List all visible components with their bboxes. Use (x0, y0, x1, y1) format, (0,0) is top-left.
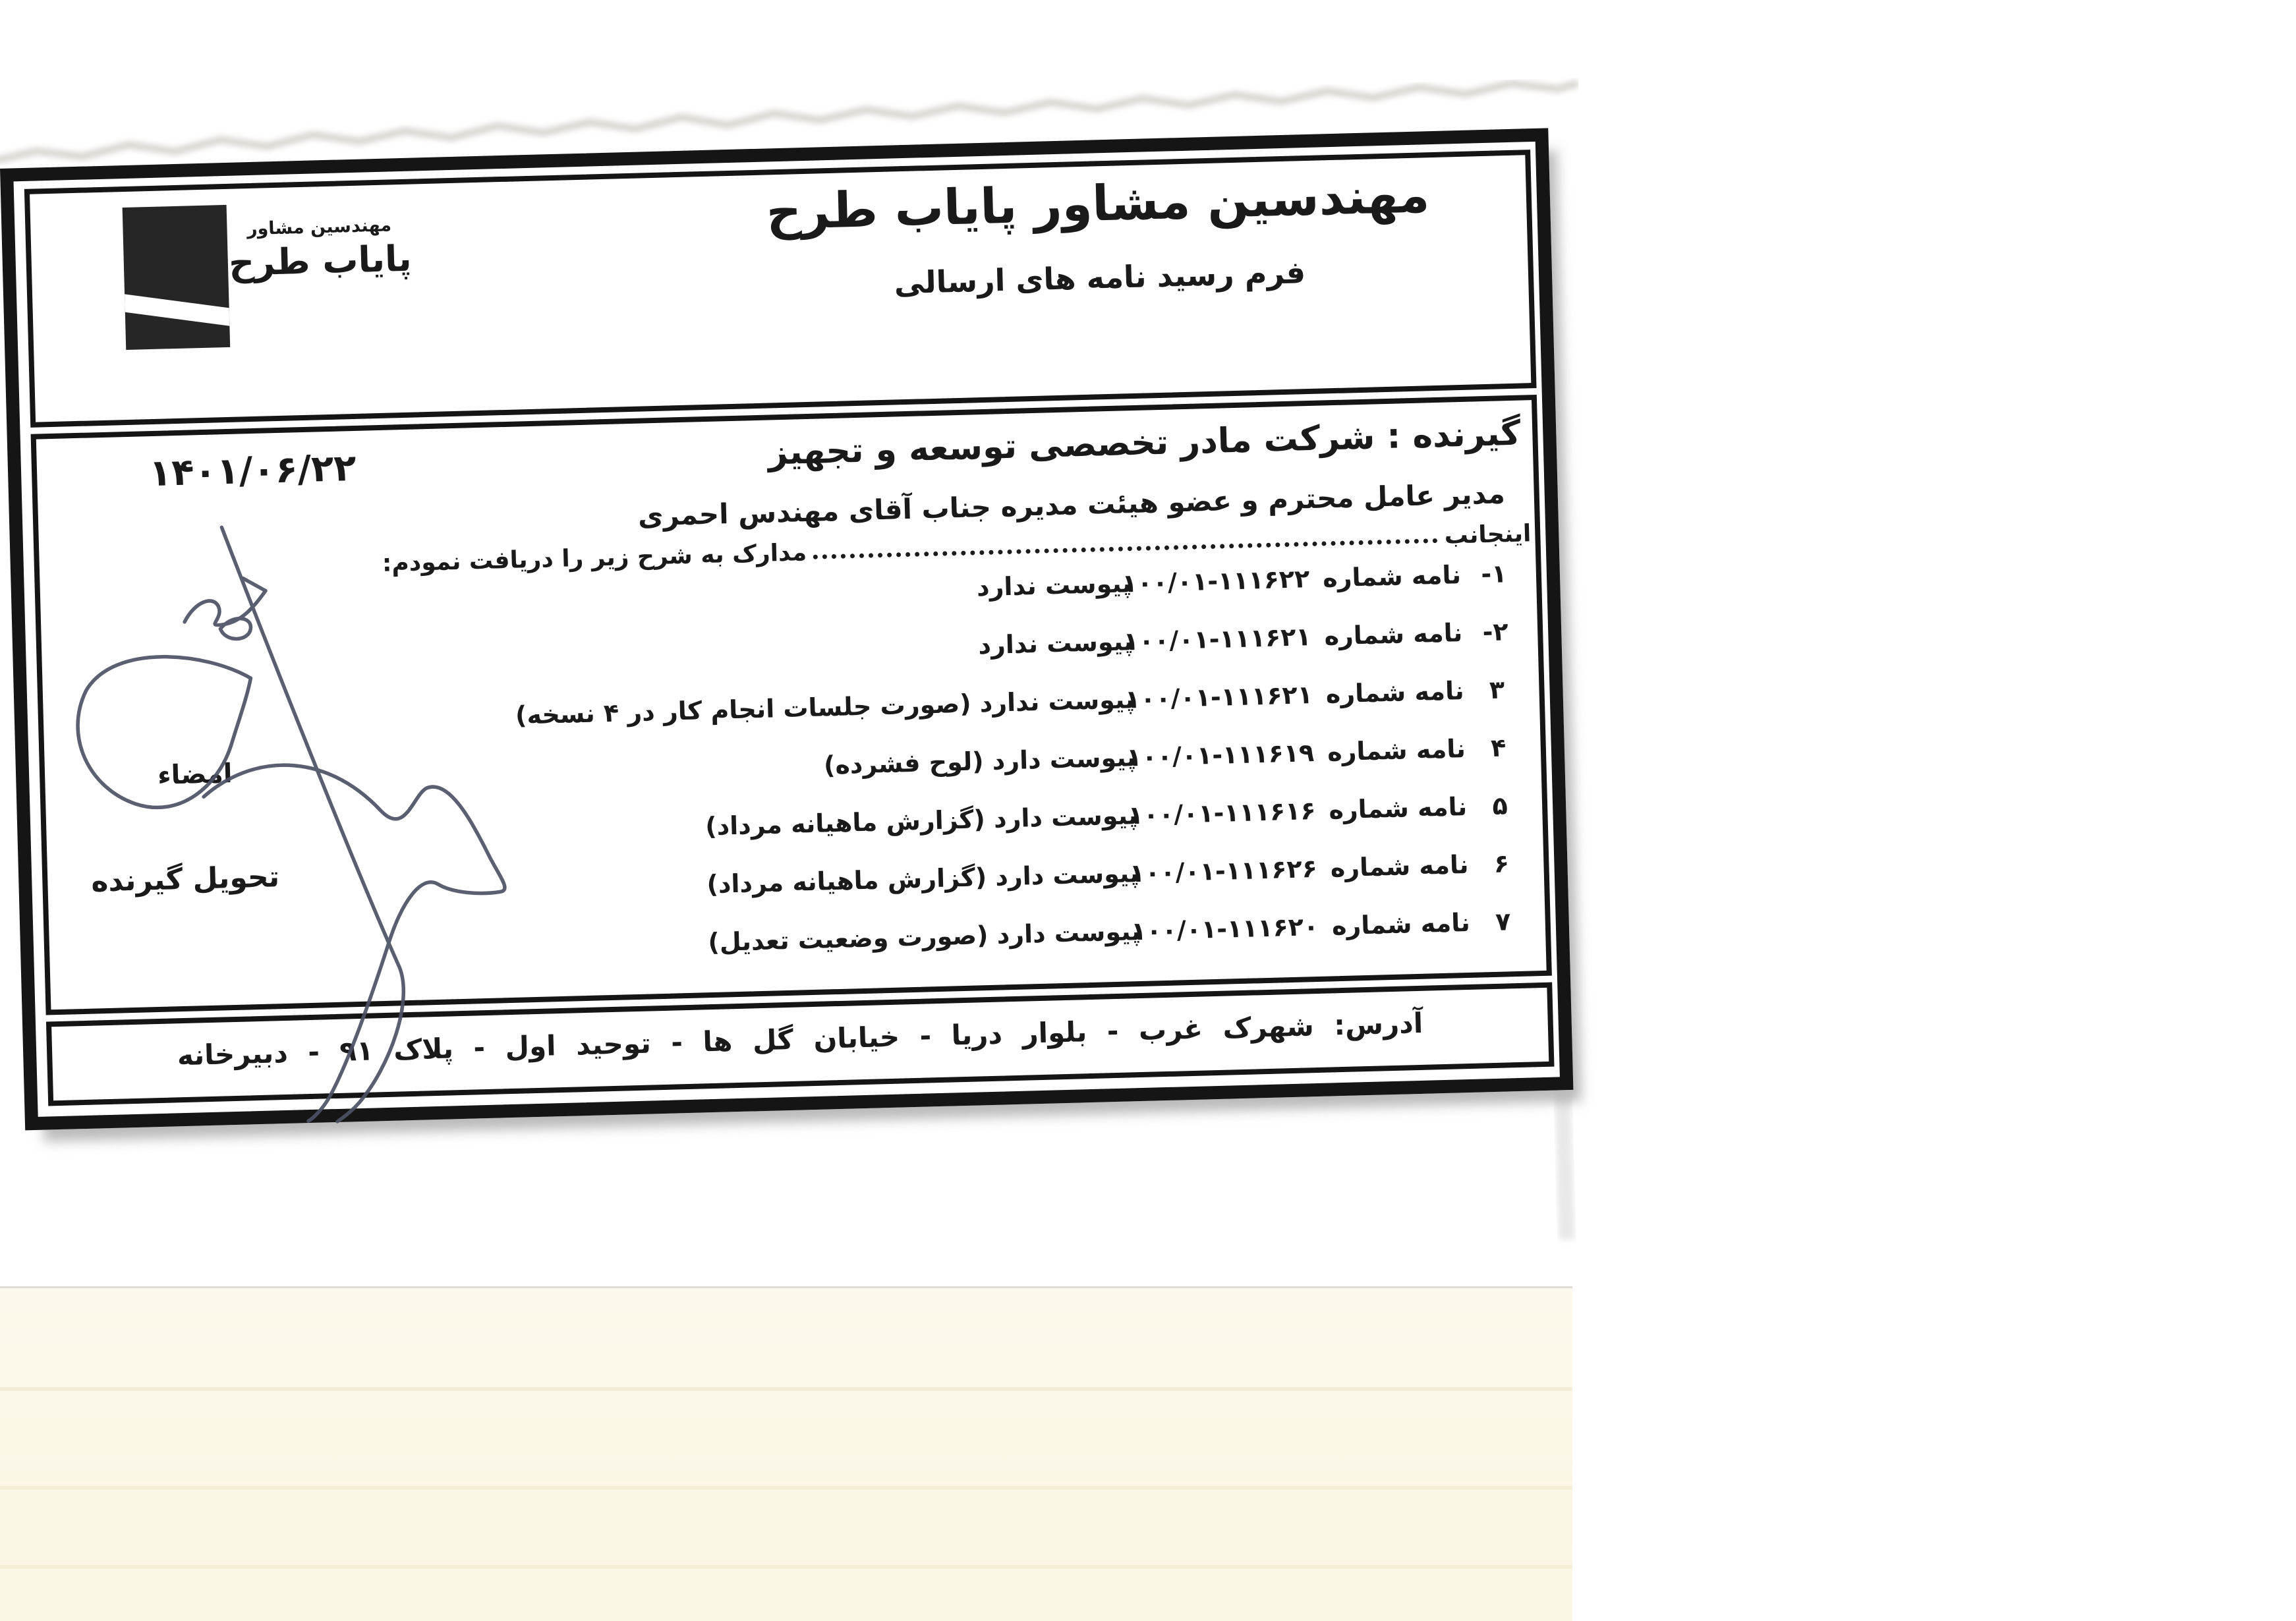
attachment-status: پیوست ندارد (977, 627, 1134, 660)
item-number: ۶ (1493, 849, 1510, 878)
intro-start-text: اینجانب (1444, 520, 1532, 550)
body-box (31, 395, 1552, 1015)
recipient-line: گیرنده : شرکت مادر تخصصی توسعه و تجهیز (767, 413, 1522, 473)
letter-ref (1121, 560, 1462, 598)
scan-streak (0, 1387, 1572, 1391)
attachment-status: پیوست دارد (لوح فشرده) (823, 743, 1137, 780)
scanner-smudge (1555, 1095, 1575, 1240)
letter-label-text: نامه شماره (1331, 907, 1471, 941)
company-logo-mark (123, 205, 231, 350)
attachment-status: پیوست دارد (صورت وضعیت تعدیل) (707, 916, 1141, 957)
item-number: ۱- (1480, 559, 1507, 589)
under-sheet-paper (0, 1286, 1572, 1621)
document-subtitle: فرم رسید نامه های ارسالی (894, 254, 1306, 301)
scan-streak (0, 1565, 1572, 1569)
logo-wordmark-small: مهندسین مشاور (246, 215, 392, 240)
document-title: مهندسین مشاور پایاب طرح (765, 167, 1431, 241)
logo-stripe (123, 293, 231, 329)
form-outer-frame (0, 128, 1573, 1130)
header-box (24, 150, 1537, 428)
letter-number: ۱۰۰/۰۱-۱۱۱۶۲۶ (1129, 853, 1318, 888)
letter-number: ۱۰۰/۰۱-۱۱۱۶۱۶ (1128, 795, 1317, 830)
letter-label-text: نامه شماره (1322, 560, 1462, 593)
item-number: ۲- (1482, 617, 1509, 647)
letter-number: ۱۰۰/۰۱-۱۱۱۶۲۰ (1130, 911, 1319, 946)
item-number: ۷ (1495, 907, 1511, 936)
letter-label-text: نامه شماره (1330, 849, 1469, 883)
attachment-status: پیوست دارد (گزارش ماهیانه مرداد) (706, 859, 1140, 899)
intro-end-text: مدارک به شرح زیر را دریافت نمودم: (382, 539, 807, 577)
letter-label-text: نامه شماره (1328, 791, 1468, 825)
letter-number: ۱۰۰/۰۱-۱۱۱۶۱۹ (1126, 738, 1315, 772)
item-number: ۴ (1490, 733, 1507, 762)
letter-number: ۱۰۰/۰۱-۱۱۱۶۲۲ (1121, 564, 1310, 598)
date-stamp: ۱۴۰۱/۰۶/۲۲ (148, 446, 357, 496)
letter-number: ۱۰۰/۰۱-۱۱۱۶۲۱ (1124, 680, 1313, 714)
letter-label-text: نامه شماره (1323, 618, 1463, 651)
scan-streak (0, 1486, 1572, 1490)
attachment-status: پیوست ندارد (976, 569, 1132, 602)
header-titles (675, 165, 1522, 306)
recipient-role-line: مدیر عامل محترم و عضو هیئت مدیره جناب آقای مهندس احمری (637, 477, 1506, 532)
dotted-blank-line (813, 525, 1438, 559)
letter-rows (40, 558, 1537, 1003)
attachment-status: پیوست دارد (گزارش ماهیانه مرداد) (704, 801, 1138, 841)
address-line: آدرس: شهرک غرب - بلوار دریا - خیابان گل ها - توحید اول - پلاک ۹۱ - دبیرخانه (177, 1006, 1423, 1072)
item-number: ۳ (1489, 675, 1505, 704)
attachment-status: پیوست ندارد (صورت جلسات انجام کار در ۴ نسخه) (515, 685, 1135, 730)
letter-label-text: نامه شماره (1327, 733, 1466, 767)
item-number: ۵ (1491, 791, 1508, 820)
logo-wordmark (227, 215, 413, 284)
signature-label: امضاء (157, 758, 233, 791)
receiver-label: تحویل گیرنده (90, 860, 280, 899)
letter-label-text: نامه شماره (1325, 676, 1465, 709)
scanned-receipt-form (0, 65, 1609, 1292)
logo-wordmark-large: پایاب طرح (228, 237, 413, 284)
letter-number: ۱۰۰/۰۱-۱۱۱۶۲۱ (1123, 622, 1312, 656)
